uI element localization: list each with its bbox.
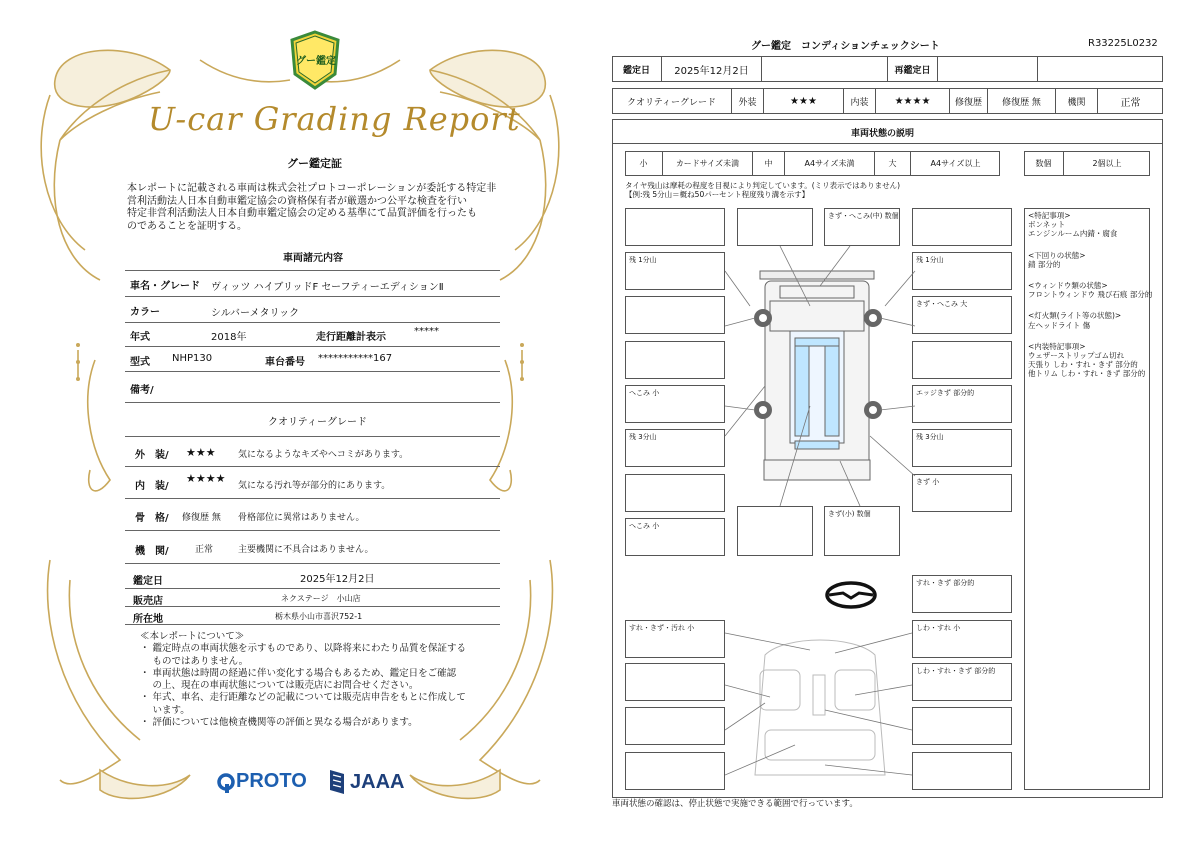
note-line: フロントウィンドウ 飛び石痕 部分的 <box>1028 290 1153 300</box>
year-value: 2018年 <box>211 332 247 343</box>
damage-box <box>912 252 1012 290</box>
interior-value-cell <box>876 88 950 114</box>
rule <box>125 270 500 271</box>
jaaa-logo-text: JAAA <box>350 771 405 793</box>
chassis-label: 車台番号 <box>265 357 305 368</box>
legend-small-desc-text: カードサイズ未満 <box>675 159 740 168</box>
legend-medium <box>753 151 785 176</box>
rule <box>125 466 500 467</box>
interior-stars: ★★★★ <box>186 472 226 485</box>
box-label: きず・へこみ 大 <box>916 300 968 308</box>
box-label: きず(小) 数個 <box>828 510 871 518</box>
note-line: 左ヘッドライト 傷 <box>1028 320 1091 330</box>
date-label-cell <box>612 56 662 82</box>
rule <box>125 346 500 347</box>
shop-value: ネクステージ 小山店 <box>281 594 361 603</box>
sheet-code: R33225L0232 <box>1088 38 1158 49</box>
about-line: ・ 鑑定時点の車両状態を示すものであり、以降将来にわたり品質を保証する <box>140 643 467 655</box>
cert-line: 特定非営利活動法人日本自動車鑑定協会の定める基準にて品質評価を行ったも <box>127 208 477 219</box>
engine-label: 機 関/ <box>135 546 169 557</box>
rule <box>125 322 500 323</box>
interior-label-cell <box>844 88 876 114</box>
goo-kantei-logo <box>288 30 342 90</box>
about-line: の上、現在の車両状態については販売店にお問合せください。 <box>140 680 419 692</box>
shop-label: 販売店 <box>133 596 163 607</box>
damage-box <box>737 506 813 556</box>
color-label: カラー <box>130 307 160 318</box>
grade-label-cell <box>612 88 732 114</box>
damage-box <box>824 208 900 246</box>
engine-value: 正常 <box>195 545 214 555</box>
model-label: 型式 <box>130 357 150 368</box>
color-value: シルバーメタリック <box>211 308 300 319</box>
legend-medium-text: 中 <box>764 159 773 168</box>
legend-large-desc-text: A4サイズ以上 <box>930 159 981 168</box>
box-label: 残 1分山 <box>916 256 944 264</box>
box-label: へこみ 小 <box>629 522 660 530</box>
exterior-label: 外 装/ <box>135 450 169 461</box>
interior-box <box>625 663 725 701</box>
damage-box <box>625 474 725 512</box>
certificate-title: グー鑑定証 <box>287 157 342 170</box>
repair-label-cell <box>950 88 988 114</box>
note-line <box>1028 330 1152 342</box>
about-report <box>140 631 466 729</box>
exterior-stars: ★★★ <box>186 446 216 459</box>
note-line: エンジンルーム内錆・腐食 <box>1028 229 1118 239</box>
note-line <box>1028 239 1152 251</box>
chassis-value: ***********167 <box>318 353 393 364</box>
damage-box <box>912 474 1012 512</box>
car-interior-diagram <box>725 625 912 795</box>
blank-cell <box>762 56 888 82</box>
quality-section-title: クオリティーグレード <box>268 417 367 428</box>
rule <box>125 371 500 372</box>
rule <box>125 296 500 297</box>
cert-line: 本レポートに記載される車両は株式会社プロトコーポレーションが委託する特定非 <box>127 183 497 194</box>
frame-desc: 骨格部位に異常はありません。 <box>238 513 365 523</box>
engine-value: 正常 <box>1120 97 1141 109</box>
tire-note-2: 【例:残 5分山＝概ね50パーセント程度残り溝を示す】 <box>625 190 810 199</box>
box-label: へこみ 小 <box>629 389 660 397</box>
damage-box <box>824 506 900 556</box>
note-line: 天張り しわ・すれ・きず 部分的 <box>1028 360 1138 370</box>
year-label: 年式 <box>130 332 150 343</box>
exterior-desc: 気になるようなキズやヘコミがあります。 <box>238 450 409 460</box>
about-line: ものではありません。 <box>140 655 249 667</box>
rule <box>125 588 500 589</box>
interior-box <box>912 707 1012 745</box>
about-line: います。 <box>140 704 190 716</box>
legend-count-text: 数個 <box>1035 159 1052 168</box>
damage-box <box>912 429 1012 467</box>
reappraisal-label: 再鑑定日 <box>894 65 931 76</box>
rule <box>125 436 500 437</box>
section-title: 車両状態の説明 <box>851 129 915 139</box>
grade-label: クオリティーグレード <box>626 97 717 108</box>
interior-box <box>912 752 1012 790</box>
engine-label-cell <box>1056 88 1098 114</box>
interior-box <box>625 707 725 745</box>
repair-value-cell <box>988 88 1056 114</box>
interior-desc: 気になる汚れ等が部分的にあります。 <box>238 481 391 491</box>
footer-note: 車両状態の確認は、停止状態で実施できる範囲で行っています。 <box>612 799 858 809</box>
legend-count-desc <box>1064 151 1150 176</box>
car-exterior-diagram <box>720 246 920 506</box>
box-label: しわ・すれ 小 <box>916 624 961 632</box>
frame-label: 骨 格/ <box>135 513 169 524</box>
box-label: 残 3分山 <box>629 433 657 441</box>
reappraisal-value-cell <box>938 56 1038 82</box>
legend-medium-desc-text: A4サイズ未満 <box>804 159 855 168</box>
report-script-title: U-car Grading Report <box>148 100 521 138</box>
rule <box>125 624 500 625</box>
repair-value: 修復歴 無 <box>1002 97 1041 108</box>
box-label: 残 1分山 <box>629 256 657 264</box>
address-value: 栃木県小山市喜沢752-1 <box>275 612 363 621</box>
box-label: きず・へこみ(中) 数個 <box>828 212 899 220</box>
mileage-label: 走行距離計表示 <box>316 332 386 343</box>
engine-label: 機関 <box>1067 97 1086 108</box>
date-value: 2025年12月2日 <box>674 65 749 77</box>
about-line: ・ 車両状態は時間の経過に伴い変化する場合もあるため、鑑定日をご確認 <box>140 667 457 679</box>
note-line: <灯火類(ライト等の状態)> <box>1028 311 1122 321</box>
certificate-body <box>127 183 496 233</box>
box-label: 残 3分山 <box>916 433 944 441</box>
legend-large-text: 大 <box>888 159 897 168</box>
legend-small-text: 小 <box>639 159 648 168</box>
legend-large-desc <box>911 151 1000 176</box>
legend-large <box>875 151 911 176</box>
rule <box>125 402 500 403</box>
note-line: <特記事項> <box>1028 211 1071 220</box>
spec-section-title: 車両諸元内容 <box>283 253 343 264</box>
model-value: NHP130 <box>172 353 213 364</box>
steering-wheel-icon <box>825 580 877 610</box>
box-label: すれ・きず・汚れ 小 <box>629 624 695 632</box>
box-label: しわ・すれ・きず 部分的 <box>916 667 996 675</box>
date-value-cell <box>662 56 762 82</box>
about-title: ≪本レポートについて≫ <box>140 631 245 642</box>
address-label: 所在地 <box>133 614 163 625</box>
damage-box <box>912 385 1012 423</box>
damage-box <box>625 208 725 246</box>
box-label: エッジきず 部分的 <box>916 389 975 397</box>
note-line: <内装特記事項> <box>1028 341 1086 351</box>
note-line: ウェザーストリップゴム切れ <box>1028 351 1125 361</box>
box-label: きず 小 <box>916 478 940 486</box>
interior-stars: ★★★★ <box>894 95 931 107</box>
note-line: ボンネット <box>1028 220 1066 230</box>
damage-box <box>912 208 1012 246</box>
remarks-label: 備考/ <box>130 385 154 396</box>
legend-medium-desc <box>785 151 875 176</box>
proto-logo-text: PROTO <box>236 770 307 792</box>
legend-small-desc <box>663 151 753 176</box>
damage-box <box>625 385 725 423</box>
car-name-value: ヴィッツ ハイブリッドF セーフティーエディションⅡ <box>211 282 444 293</box>
note-line: 他トリム しわ・すれ・きず 部分的 <box>1028 369 1146 379</box>
interior-box <box>625 620 725 658</box>
rule <box>125 606 500 607</box>
about-line: ・ 年式、車名、走行距離などの記載については販売店申告をもとに作成して <box>140 692 466 704</box>
box-label: すれ・きず 部分的 <box>916 579 975 587</box>
note-line: <ウィンドウ類の状態> <box>1028 281 1108 291</box>
exterior-stars: ★★★ <box>790 95 817 107</box>
sheet-title: グー鑑定 コンディションチェックシート <box>751 41 940 52</box>
legend-count-desc-text: 2個以上 <box>1092 159 1122 168</box>
damage-box <box>625 252 725 290</box>
interior-box <box>912 663 1012 701</box>
exterior-value-cell <box>764 88 844 114</box>
exterior-label-cell <box>732 88 764 114</box>
notes-content <box>1028 211 1152 379</box>
interior-box <box>912 620 1012 658</box>
mileage-value: ***** <box>414 326 439 337</box>
goo-logo-text: グー鑑定 <box>296 56 336 67</box>
damage-box <box>625 296 725 334</box>
interior-label: 内 装/ <box>135 481 169 492</box>
damage-box <box>625 429 725 467</box>
appraisal-date-value: 2025年12月2日 <box>300 574 375 585</box>
rule <box>125 498 500 499</box>
note-line: 錆 部分的 <box>1028 259 1061 269</box>
interior-box <box>625 752 725 790</box>
appraisal-date-label: 鑑定日 <box>133 576 163 587</box>
car-name-label: 車名・グレード <box>130 281 200 292</box>
cert-line: 営利活動法人日本自動車鑑定協会の資格保有者が厳選かつ公平な検査を行い <box>127 195 467 207</box>
note-line <box>1028 269 1152 281</box>
rule <box>125 530 500 531</box>
legend-small <box>625 151 663 176</box>
date-label: 鑑定日 <box>622 65 650 76</box>
exterior-label: 外装 <box>738 97 757 108</box>
repair-label: 修復歴 <box>954 97 982 108</box>
damage-box <box>625 518 725 556</box>
damage-box <box>737 208 813 246</box>
tire-note-1: タイヤ残山は摩耗の程度を目視により判定しています。(ミリ表示ではありません) <box>625 181 901 190</box>
damage-box <box>912 296 1012 334</box>
frame-value: 修復歴 無 <box>182 513 221 523</box>
engine-value-cell <box>1098 88 1163 114</box>
legend-count <box>1024 151 1064 176</box>
about-line: ・ 評価については他検査機関等の評価と異なる場合があります。 <box>140 717 418 729</box>
reappraisal-label-cell <box>888 56 938 82</box>
damage-box <box>912 575 1012 613</box>
interior-label: 内装 <box>850 97 869 108</box>
damage-box <box>912 341 1012 379</box>
damage-box <box>625 341 725 379</box>
rule <box>125 563 500 564</box>
cert-line: のであることを証明する。 <box>127 220 247 232</box>
note-line <box>1028 299 1152 311</box>
note-line: <下回りの状態> <box>1028 250 1086 260</box>
engine-desc: 主要機関に不具合はありません。 <box>238 545 374 555</box>
